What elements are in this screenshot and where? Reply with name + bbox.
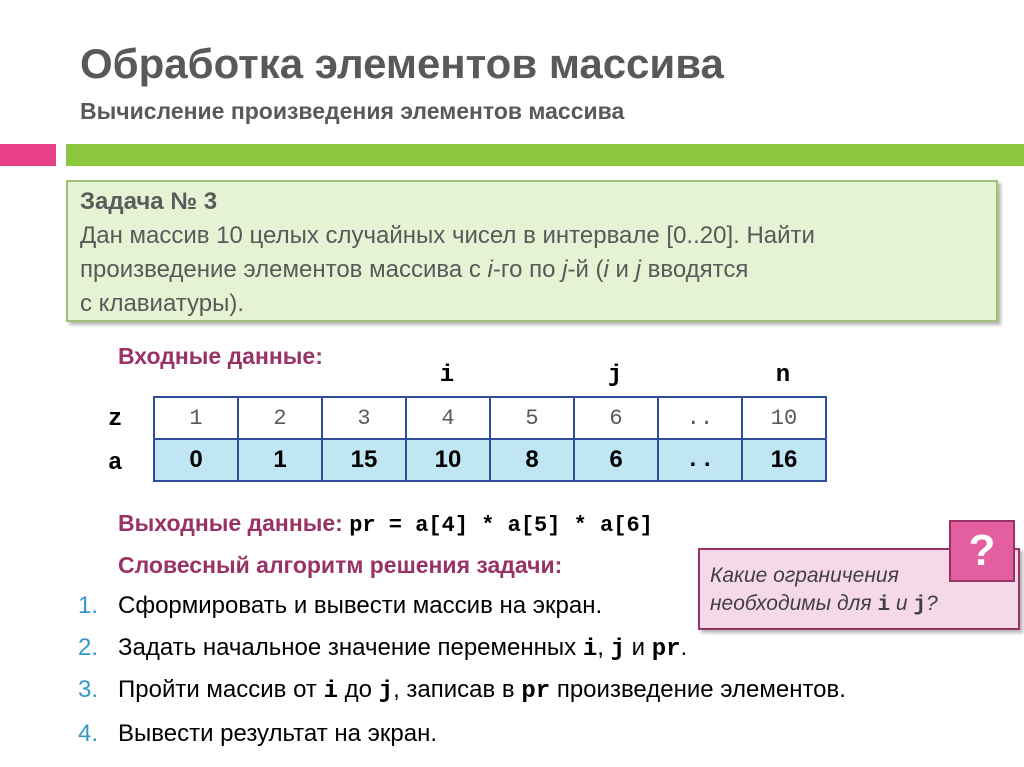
list-item xyxy=(78,676,846,705)
index-row xyxy=(154,397,826,439)
code-var: i xyxy=(582,636,598,663)
task-var-i: i xyxy=(603,256,609,283)
value-cell: 16 xyxy=(742,439,826,481)
task-text: -й ( xyxy=(567,256,604,283)
list-item xyxy=(78,634,687,663)
row-label-z: z xyxy=(108,406,123,433)
code-var: j xyxy=(610,636,625,663)
step-text: Вывести результат на экран. xyxy=(118,720,437,747)
value-cell: 0 xyxy=(154,439,238,481)
step-text: и xyxy=(624,634,652,661)
step-text: до xyxy=(337,676,379,703)
step-text: Сформировать и вывести массив на экран. xyxy=(118,592,603,619)
step-number: 2. xyxy=(78,634,99,661)
question-mark-icon: ? xyxy=(949,520,1015,582)
input-data-label: Входные данные: xyxy=(118,343,323,369)
index-label-j: j xyxy=(607,362,623,389)
accent-bar-pink xyxy=(0,144,56,166)
step-text: Пройти массив от xyxy=(118,676,324,703)
task-text: и xyxy=(608,256,636,283)
row-label-a: a xyxy=(108,450,123,477)
step-text: . xyxy=(680,634,688,661)
list-item xyxy=(78,720,437,748)
list-item xyxy=(78,592,602,620)
step-number: 1. xyxy=(78,592,99,619)
callout-text: ? xyxy=(926,592,938,615)
callout-text: необходимы для xyxy=(710,592,878,615)
output-formula: pr = a[4] * a[5] * a[6] xyxy=(349,513,653,538)
index-label-i: i xyxy=(439,362,455,389)
value-cell: 6 xyxy=(574,439,658,481)
callout-line-2 xyxy=(710,592,938,617)
step-text: , xyxy=(597,634,611,661)
task-line-1: Дан массив 10 целых случайных чисел в интервале [0..20]. Найти xyxy=(80,222,815,249)
code-var: j xyxy=(913,594,927,617)
index-cell: 5 xyxy=(490,397,574,439)
callout-text: и xyxy=(890,592,914,615)
index-cell: .. xyxy=(658,397,742,439)
output-data-line xyxy=(118,510,653,538)
step-text: произведение элементов. xyxy=(550,676,846,703)
array-table xyxy=(153,396,827,482)
step-number: 4. xyxy=(78,720,99,747)
task-heading: Задача № 3 xyxy=(80,188,218,215)
step-text: , записав в xyxy=(393,676,522,703)
value-cell: 1 xyxy=(238,439,322,481)
task-text: произведение элементов массива с xyxy=(80,256,488,283)
page-subtitle: Вычисление произведения элементов массива xyxy=(80,98,625,124)
step-text: Задать начальное значение переменных xyxy=(118,634,583,661)
value-cell: 8 xyxy=(490,439,574,481)
task-var-j: j xyxy=(562,256,568,283)
output-data-label: Выходные данные: xyxy=(118,510,343,536)
task-var-i: i xyxy=(487,256,493,283)
index-cell: 4 xyxy=(406,397,490,439)
index-cell: 10 xyxy=(742,397,826,439)
code-var: pr xyxy=(521,678,551,705)
value-row xyxy=(154,439,826,481)
index-cell: 1 xyxy=(154,397,238,439)
value-cell: .. xyxy=(658,439,742,481)
code-var: i xyxy=(323,678,338,705)
task-line-2 xyxy=(80,256,748,284)
task-box xyxy=(66,180,998,322)
task-line-3: с клавиатуры). xyxy=(80,290,245,317)
task-var-j: j xyxy=(635,256,641,283)
index-label-n: n xyxy=(775,362,791,389)
page-title: Обработка элементов массива xyxy=(80,40,724,87)
step-number: 3. xyxy=(78,676,99,703)
code-var: pr xyxy=(651,636,681,663)
code-var: i xyxy=(877,594,891,617)
value-cell: 10 xyxy=(406,439,490,481)
task-text: -го по xyxy=(492,256,563,283)
algorithm-label: Словесный алгоритм решения задачи: xyxy=(118,552,563,578)
index-cell: 2 xyxy=(238,397,322,439)
accent-bar-green xyxy=(66,144,1024,166)
value-cell: 15 xyxy=(322,439,406,481)
index-cell: 3 xyxy=(322,397,406,439)
code-var: j xyxy=(378,678,394,705)
index-cell: 6 xyxy=(574,397,658,439)
task-text: вводятся xyxy=(640,256,749,283)
callout-line-1: Какие ограничения xyxy=(710,564,899,587)
